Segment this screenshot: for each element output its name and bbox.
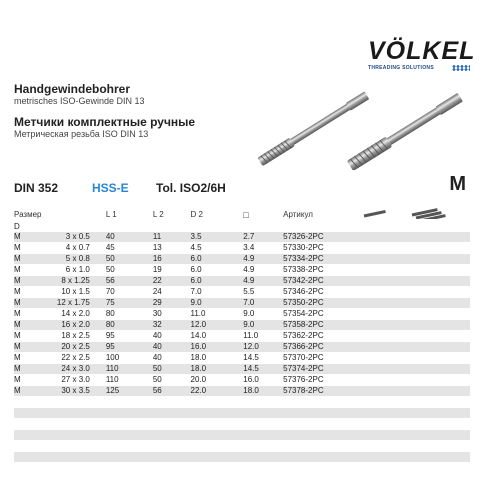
- table-row-empty: [14, 441, 470, 452]
- cell-sq: 7.0: [243, 298, 283, 309]
- title-block: [14, 82, 195, 148]
- cell-size: 30 x 3.5: [32, 386, 106, 397]
- spec-thread: M: [449, 173, 466, 195]
- cell-m: M: [14, 232, 32, 243]
- cell-d2: 14.0: [191, 331, 244, 342]
- table-row: [14, 298, 470, 309]
- cell-l2: 50: [153, 364, 191, 375]
- cell-size: 24 x 3.0: [32, 364, 106, 375]
- cell-d2: 6.0: [191, 276, 244, 287]
- cell-m: M: [14, 320, 32, 331]
- cell-d2: 22.0: [191, 386, 244, 397]
- cell-art: 57378-2PC: [283, 386, 360, 397]
- cell-m: M: [14, 375, 32, 386]
- header-l2: L 2: [152, 209, 164, 219]
- cell-m: M: [14, 287, 32, 298]
- cell-art: 57358-2PC: [283, 320, 360, 331]
- cell-art: 57334-2PC: [283, 254, 360, 265]
- title-de: Handgewindebohrer: [14, 82, 131, 96]
- cell-l1: 50: [106, 254, 153, 265]
- cell-size: 12 x 1.75: [32, 298, 106, 309]
- table-row: [14, 320, 470, 331]
- cell-l1: 56: [106, 276, 153, 287]
- header-article: Артикул: [283, 209, 313, 219]
- header-size: Размер: [14, 209, 42, 219]
- cell-size: 5 x 0.8: [32, 254, 106, 265]
- cell-l1: 40: [106, 232, 153, 243]
- cell-sq: 5.5: [243, 287, 283, 298]
- cell-d2: 20.0: [191, 375, 244, 386]
- cell-l1: 100: [106, 353, 153, 364]
- cell-art: 57326-2PC: [283, 232, 360, 243]
- cell-d2: 11.0: [191, 309, 244, 320]
- cell-sq: 2.7: [243, 232, 283, 243]
- cell-art: 57374-2PC: [283, 364, 360, 375]
- cell-l1: 70: [106, 287, 153, 298]
- cell-l2: 24: [153, 287, 191, 298]
- cell-d2: 16.0: [191, 342, 244, 353]
- cell-m: M: [14, 243, 32, 254]
- table-row-empty: [14, 463, 470, 474]
- cell-l1: 110: [106, 375, 153, 386]
- table-row: [14, 353, 470, 364]
- cell-art: 57330-2PC: [283, 243, 360, 254]
- cell-art: 57354-2PC: [283, 309, 360, 320]
- cell-size: 27 x 3.0: [32, 375, 106, 386]
- table-row: [14, 342, 470, 353]
- cell-sq: 4.9: [243, 254, 283, 265]
- cell-m: M: [14, 386, 32, 397]
- cell-sq: 4.9: [243, 276, 283, 287]
- table-row: [14, 243, 470, 254]
- cell-art: 57350-2PC: [283, 298, 360, 309]
- header-d2: D 2: [190, 209, 203, 219]
- cell-l1: 95: [106, 342, 153, 353]
- spec-tolerance: Tol. ISO2/6H: [156, 181, 226, 195]
- title-ru: Метчики комплектные ручные: [14, 115, 196, 129]
- cell-l1: 80: [106, 320, 153, 331]
- cell-m: M: [14, 331, 32, 342]
- table-row: [14, 309, 470, 320]
- cell-art: 57338-2PC: [283, 265, 360, 276]
- brand-name: VÖLKEL: [368, 37, 476, 65]
- cell-d2: 18.0: [191, 364, 244, 375]
- cell-m: M: [14, 265, 32, 276]
- table-row: [14, 276, 470, 287]
- cell-l2: 40: [153, 331, 191, 342]
- cell-sq: 14.5: [243, 364, 283, 375]
- table-row: [14, 375, 470, 386]
- cell-l1: 50: [106, 265, 153, 276]
- cell-art: 57370-2PC: [283, 353, 360, 364]
- cell-d2: 18.0: [191, 353, 244, 364]
- cell-l2: 40: [153, 342, 191, 353]
- cell-art: 57362-2PC: [283, 331, 360, 342]
- subtitle-de: metrisches ISO-Gewinde DIN 13: [14, 96, 145, 106]
- cell-l2: 32: [153, 320, 191, 331]
- cell-sq: 3.4: [243, 243, 283, 254]
- cell-d2: 6.0: [191, 254, 244, 265]
- cell-d2: 3.5: [191, 232, 244, 243]
- cell-l2: 30: [153, 309, 191, 320]
- cell-sq: 9.0: [243, 309, 283, 320]
- cell-art: 57346-2PC: [283, 287, 360, 298]
- table-row: [14, 254, 470, 265]
- cell-sq: 4.9: [243, 265, 283, 276]
- cell-l1: 80: [106, 309, 153, 320]
- cell-l2: 22: [153, 276, 191, 287]
- cell-size: 10 x 1.5: [32, 287, 106, 298]
- cell-sq: 16.0: [243, 375, 283, 386]
- cell-d2: 6.0: [191, 265, 244, 276]
- cell-sq: 11.0: [243, 331, 283, 342]
- header-icons: [360, 207, 470, 222]
- table-row: [14, 287, 470, 298]
- cell-m: M: [14, 276, 32, 287]
- table-row-empty: [14, 419, 470, 430]
- cell-l1: 75: [106, 298, 153, 309]
- table-row: [14, 386, 470, 397]
- taps-image-icon: [250, 70, 480, 170]
- cell-art: 57366-2PC: [283, 342, 360, 353]
- cell-l2: 11: [153, 232, 191, 243]
- cell-l1: 110: [106, 364, 153, 375]
- cell-l2: 50: [153, 375, 191, 386]
- table-row: [14, 265, 470, 276]
- table-row: [14, 364, 470, 375]
- table-row-empty: [14, 408, 470, 419]
- table-row: [14, 232, 470, 243]
- cell-l2: 16: [153, 254, 191, 265]
- cell-d2: 12.0: [191, 320, 244, 331]
- cell-sq: 9.0: [243, 320, 283, 331]
- cell-m: M: [14, 309, 32, 320]
- table-row-empty: [14, 430, 470, 441]
- table-row-empty: [14, 397, 470, 408]
- cell-l1: 95: [106, 331, 153, 342]
- spec-din: DIN 352: [14, 181, 59, 195]
- cell-m: M: [14, 298, 32, 309]
- brand-tagline: THREADING SOLUTIONS: [368, 65, 434, 71]
- cell-l2: 29: [153, 298, 191, 309]
- cell-l2: 19: [153, 265, 191, 276]
- cell-sq: 12.0: [243, 342, 283, 353]
- cell-size: 18 x 2.5: [32, 331, 106, 342]
- cell-size: 3 x 0.5: [32, 232, 106, 243]
- cell-size: 20 x 2.5: [32, 342, 106, 353]
- table-header-row: [14, 207, 470, 222]
- spec-row: [14, 173, 470, 197]
- cell-size: 22 x 2.5: [32, 353, 106, 364]
- cell-l2: 56: [153, 386, 191, 397]
- cell-size: 14 x 2.0: [32, 309, 106, 320]
- cell-m: M: [14, 254, 32, 265]
- cell-size: 8 x 1.25: [32, 276, 106, 287]
- tap-set-icon: [360, 207, 470, 219]
- cell-m: M: [14, 342, 32, 353]
- brand-logo: [368, 37, 476, 71]
- spec-material: HSS-E: [92, 181, 129, 195]
- cell-m: M: [14, 364, 32, 375]
- table-row: [14, 331, 470, 342]
- cell-l2: 13: [153, 243, 191, 254]
- cell-art: 57342-2PC: [283, 276, 360, 287]
- cell-size: 16 x 2.0: [32, 320, 106, 331]
- cell-l1: 125: [106, 386, 153, 397]
- size-table: [14, 207, 470, 474]
- cell-l1: 45: [106, 243, 153, 254]
- cell-art: 57376-2PC: [283, 375, 360, 386]
- cell-d2: 9.0: [191, 298, 244, 309]
- cell-m: M: [14, 353, 32, 364]
- cell-size: 4 x 0.7: [32, 243, 106, 254]
- cell-sq: 18.0: [243, 386, 283, 397]
- header-d: D: [14, 222, 20, 231]
- cell-d2: 4.5: [191, 243, 244, 254]
- header-square: □: [243, 209, 249, 220]
- cell-l2: 40: [153, 353, 191, 364]
- table-row-empty: [14, 452, 470, 463]
- subtitle-ru: Метрическая резьба ISO DIN 13: [14, 129, 149, 139]
- header-l1: L 1: [105, 209, 117, 219]
- cell-size: 6 x 1.0: [32, 265, 106, 276]
- table-header-row-2: [14, 222, 470, 232]
- cell-d2: 7.0: [191, 287, 244, 298]
- cell-sq: 14.5: [243, 353, 283, 364]
